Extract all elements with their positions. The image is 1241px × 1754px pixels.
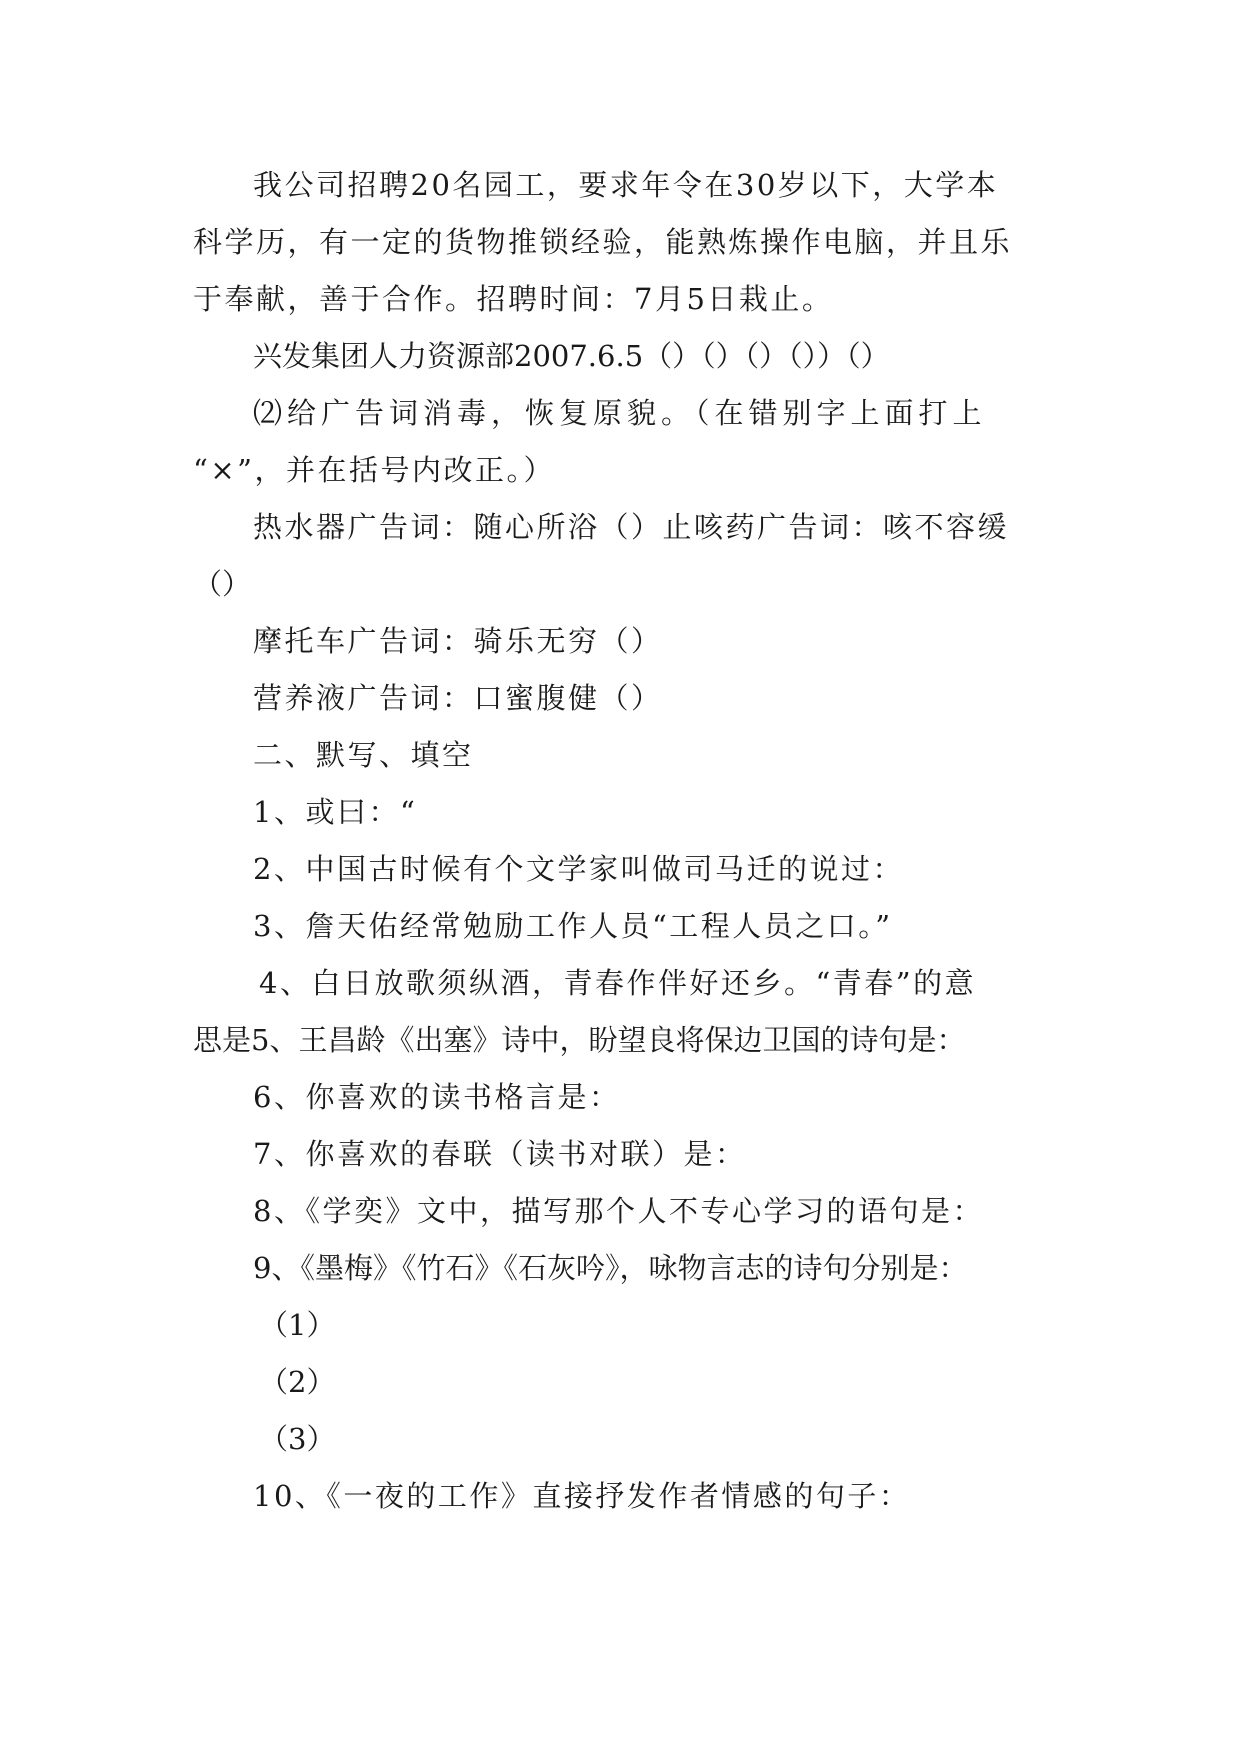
item-5: 思是5、王昌龄《出塞》诗中，盼望良将保边卫国的诗句是： <box>193 1023 966 1057</box>
item-3: 3、詹天佑经常勉励工作人员“工程人员之口。” <box>253 909 893 943</box>
question-2-line-1: ⑵给广告词消毒，恢复原貌。（在错别字上面打上 <box>253 396 987 430</box>
item-6: 6、你喜欢的读书格言是： <box>253 1080 621 1114</box>
question-2-line-2: “×”，并在括号内改正。） <box>193 453 555 487</box>
item-7: 7、你喜欢的春联（读书对联）是： <box>253 1137 747 1171</box>
item-10: 10、《一夜的工作》直接抒发作者情感的句子： <box>253 1479 911 1513</box>
ad-line-water-heater: 热水器广告词：随心所浴（）止咳药广告词：咳不容缓 <box>253 510 1010 544</box>
item-9-sub-2: （2） <box>259 1365 336 1399</box>
item-1: 1、或曰：“ <box>253 795 418 829</box>
ad-line-motorcycle: 摩托车广告词：骑乐无穷（） <box>253 624 663 658</box>
item-9: 9、《墨梅》《竹石》《石灰吟》，咏物言志的诗句分别是： <box>253 1251 968 1285</box>
section-heading: 二、默写、填空 <box>253 738 474 772</box>
item-9-sub-3: （3） <box>259 1422 336 1456</box>
ad-line-blank: （） <box>193 567 252 601</box>
item-2: 2、中国古时候有个文学家叫做司马迁的说过： <box>253 852 904 886</box>
ad-line-nutrition: 营养液广告词：口蜜腹健（） <box>253 681 663 715</box>
paragraph-line-1: 我公司招聘20名园工，要求年令在30岁以下，大学本 <box>253 168 999 202</box>
item-8: 8、《学奕》文中，描写那个人不专心学习的语句是： <box>253 1194 984 1228</box>
signature-line: 兴发集团人力资源部2007.6.5（）（）（）（））（） <box>253 339 890 373</box>
item-9-sub-1: （1） <box>259 1308 336 1342</box>
paragraph-line-2: 科学历，有一定的货物推锁经验，能熟炼操作电脑，并且乐 <box>193 225 1013 259</box>
item-4: 4、白日放歌须纵酒，青春作伴好还乡。“青春”的意 <box>259 966 977 1000</box>
paragraph-line-3: 于奉献，善于合作。招聘时间：7月5日栽止。 <box>193 282 834 316</box>
